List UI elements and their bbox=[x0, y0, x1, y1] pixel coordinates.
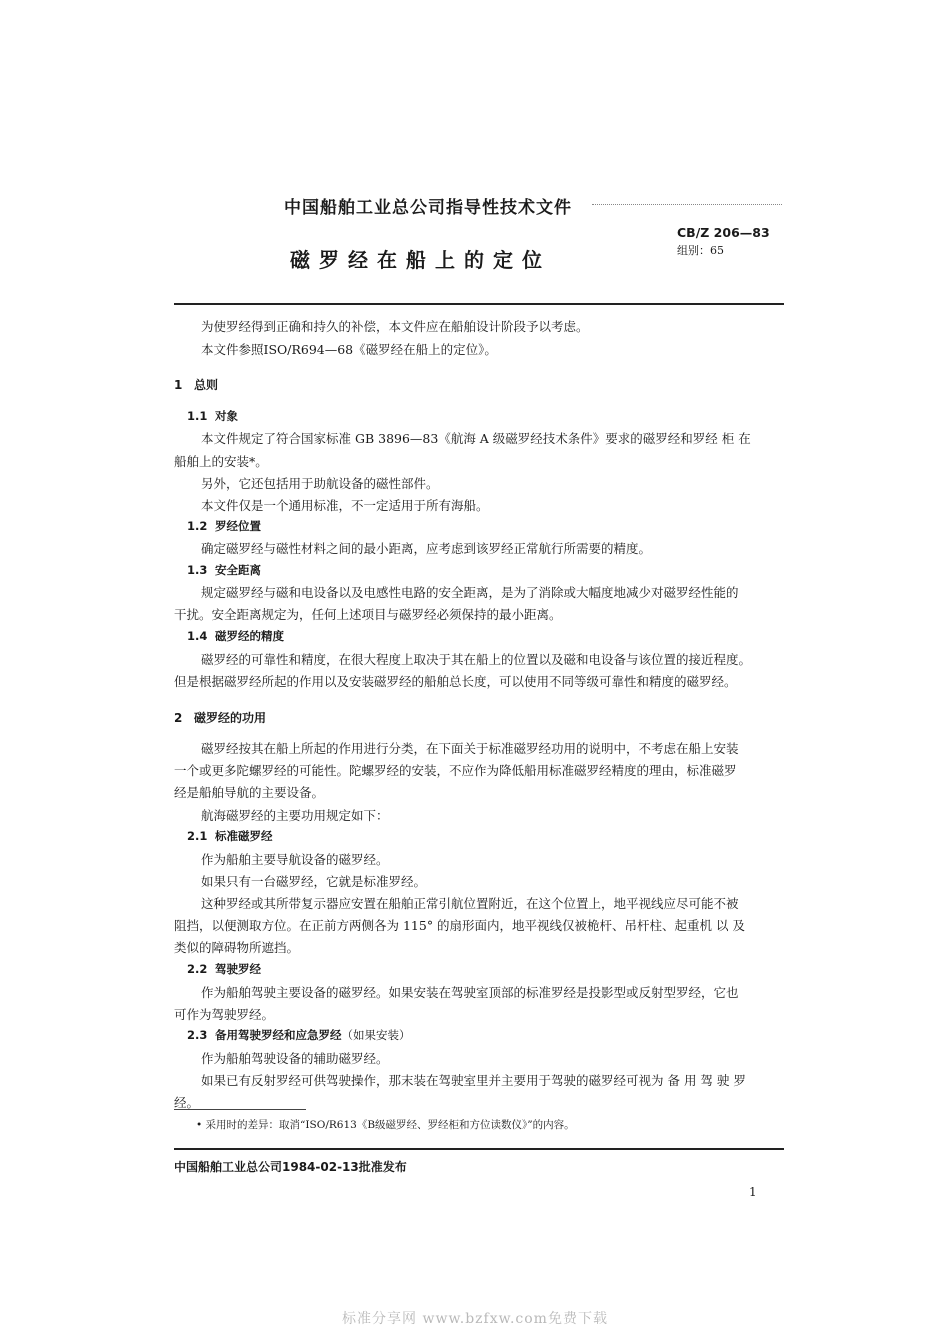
paragraph-line: 如果已有反射罗经可供驾驶操作，那末装在驾驶室里并主要用于驾驶的磁罗经可视为 备 用 驾 驶 罗 bbox=[201, 1073, 746, 1088]
section-2-heading bbox=[174, 709, 266, 726]
paragraph-line: 经。 bbox=[174, 1095, 200, 1110]
paragraph-line: 如果只有一台磁罗经，它就是标准罗经。 bbox=[201, 874, 427, 889]
section-1-1-heading bbox=[187, 408, 238, 424]
paragraph-line: 经是船舶导航的主要设备。 bbox=[174, 785, 325, 800]
section-number: 1.1 bbox=[187, 409, 208, 423]
paragraph-line: 一个或更多陀螺罗经的可能性。陀螺罗经的安装，不应作为降低船用标准磁罗经精度的理由，标准磁罗 bbox=[174, 763, 737, 778]
section-title: 磁罗经的精度 bbox=[215, 629, 284, 643]
paragraph-line: 本文件仅是一个通用标准，不一定适用于所有海船。 bbox=[201, 498, 489, 513]
section-title: 总则 bbox=[194, 378, 219, 392]
paragraph-line: 作为船舶驾驶主要设备的磁罗经。如果安装在驾驶室顶部的标准罗经是投影型或反射型罗经，它也 bbox=[201, 985, 739, 1000]
section-number: 1.3 bbox=[187, 563, 208, 577]
watermark: 标准分享网 www.bzfxw.com免费下载 bbox=[342, 1311, 608, 1327]
page-number: 1 bbox=[749, 1185, 757, 1199]
section-number: 1.4 bbox=[187, 629, 208, 643]
section-2-1-heading bbox=[187, 828, 273, 844]
approval-statement: 中国船舶工业总公司1984-02-13批准发布 bbox=[174, 1160, 407, 1174]
footer-divider bbox=[174, 1148, 784, 1150]
section-title: 安全距离 bbox=[215, 563, 261, 577]
paragraph-line: 本文件规定了符合国家标准 GB 3896—83《航海 A 级磁罗经技术条件》要求的磁罗经和罗经 柜 在 bbox=[201, 431, 751, 446]
section-1-2-heading bbox=[187, 518, 261, 534]
footnote-divider bbox=[174, 1109, 306, 1110]
section-title-note: （如果安装） bbox=[341, 1028, 411, 1042]
paragraph-line: 这种罗经或其所带复示器应安置在船舶正常引航位置附近，在这个位置上，地平视线应尽可能不被 bbox=[201, 896, 739, 911]
section-title: 备用驾驶罗经和应急罗经 bbox=[215, 1028, 342, 1042]
section-number: 1 bbox=[174, 378, 183, 392]
paragraph-line: 作为船舶驾驶设备的辅助磁罗经。 bbox=[201, 1051, 389, 1066]
section-title: 对象 bbox=[215, 409, 238, 423]
section-title: 罗经位置 bbox=[215, 519, 261, 533]
document-group: 组别：65 bbox=[677, 244, 724, 257]
section-number: 2.2 bbox=[187, 962, 208, 976]
section-number: 2.3 bbox=[187, 1028, 208, 1042]
section-number: 2.1 bbox=[187, 829, 208, 843]
section-number: 1.2 bbox=[187, 519, 208, 533]
section-1-3-heading bbox=[187, 562, 261, 578]
section-title: 驾驶罗经 bbox=[215, 962, 261, 976]
section-number: 2 bbox=[174, 711, 183, 725]
section-2-2-heading bbox=[187, 961, 261, 977]
document-title: 磁罗经在船上的定位 bbox=[290, 248, 551, 272]
section-1-4-heading bbox=[187, 628, 284, 644]
paragraph-line: 航海磁罗经的主要功用规定如下： bbox=[201, 808, 389, 823]
header-divider bbox=[174, 303, 784, 305]
paragraph-line: 确定磁罗经与磁性材料之间的最小距离，应考虑到该罗经正常航行所需要的精度。 bbox=[201, 541, 652, 556]
paragraph-line: 类似的障碍物所遮挡。 bbox=[174, 940, 300, 955]
paragraph-line: 磁罗经按其在船上所起的作用进行分类，在下面关于标准磁罗经功用的说明中，不考虑在船上安装 bbox=[201, 741, 739, 756]
paragraph-line: 另外，它还包括用于助航设备的磁性部件。 bbox=[201, 476, 439, 491]
paragraph-line: 规定磁罗经与磁和电设备以及电感性电路的安全距离，是为了消除或大幅度地减少对磁罗经性能的 bbox=[201, 585, 739, 600]
paragraph-line: 船舶上的安装*。 bbox=[174, 454, 268, 469]
paragraph-line: 阻挡，以便测取方位。在正前方两侧各为 115° 的扇形面内，地平视线仅被桅杆、吊杆柱、起重机 以 及 bbox=[174, 918, 746, 933]
paragraph-line: 可作为驾驶罗经。 bbox=[174, 1007, 275, 1022]
paragraph-line: 作为船舶主要导航设备的磁罗经。 bbox=[201, 852, 389, 867]
paragraph-line: 但是根据磁罗经所起的作用以及安装磁罗经的船舶总长度，可以使用不同等级可靠性和精度的磁罗经。 bbox=[174, 674, 737, 689]
intro-paragraph-2: 本文件参照ISO/R694—68《磁罗经在船上的定位》。 bbox=[201, 342, 497, 357]
footnote: • 采用时的差异：取消“ISO/R613《B级磁罗经、罗经柜和方位读数仪》”的内容。 bbox=[196, 1119, 575, 1131]
header-dotted-line bbox=[592, 204, 782, 205]
paragraph-line: 干扰。安全距离规定为，任何上述项目与磁罗经必须保持的最小距离。 bbox=[174, 607, 562, 622]
intro-paragraph-1: 为使罗经得到正确和持久的补偿，本文件应在船舶设计阶段予以考虑。 bbox=[201, 319, 589, 334]
section-2-3-heading bbox=[187, 1027, 411, 1043]
section-title: 标准磁罗经 bbox=[215, 829, 273, 843]
organization-title: 中国船舶工业总公司指导性技术文件 bbox=[284, 198, 572, 218]
paragraph-line: 磁罗经的可靠性和精度，在很大程度上取决于其在船上的位置以及磁和电设备与该位置的接近程度。 bbox=[201, 652, 752, 667]
section-title: 磁罗经的功用 bbox=[194, 711, 267, 725]
section-1-heading bbox=[174, 376, 218, 393]
document-code: CB/Z 206—83 bbox=[677, 225, 770, 240]
